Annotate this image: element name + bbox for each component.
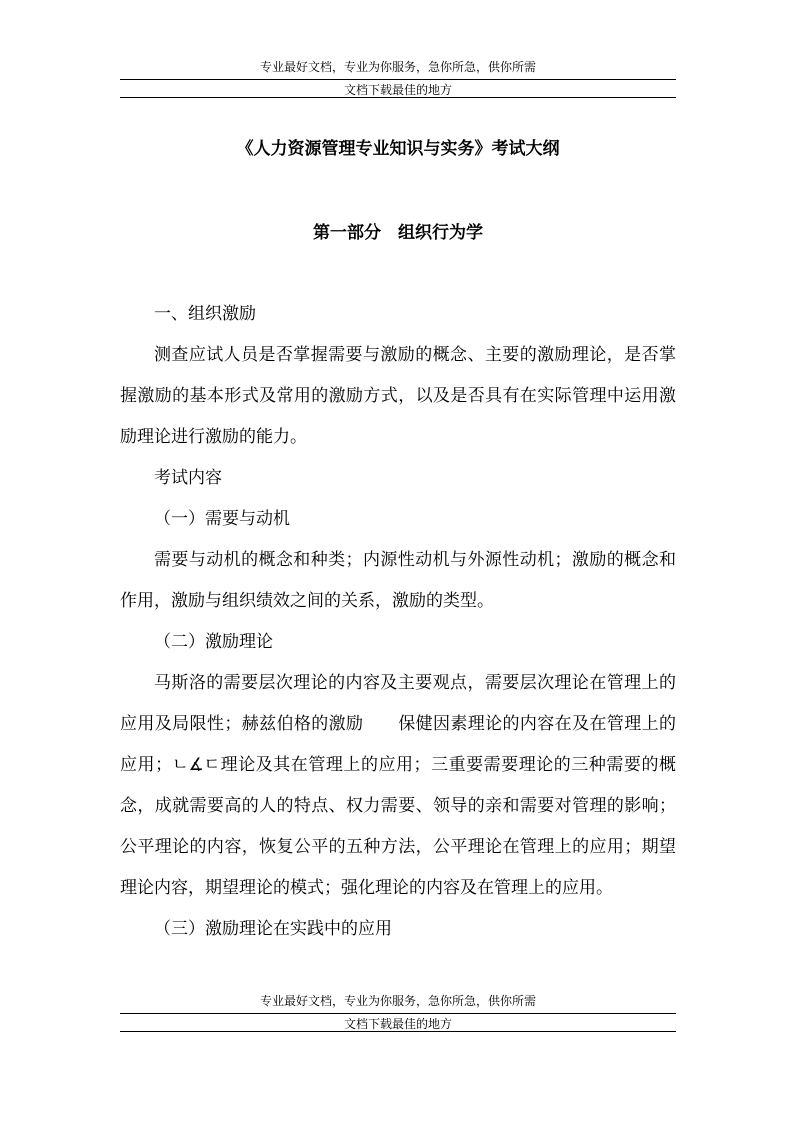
paragraph: 测查应试人员是否掌握需要与激励的概念、主要的激励理论，是否掌握激励的基本形式及常用的激励方式，以及是否具有在实际管理中运用激励理论进行激励的能力。	[120, 345, 676, 447]
document-title: 《人力资源管理专业知识与实务》考试大纲	[236, 139, 560, 159]
paragraph: 马斯洛的需要层次理论的内容及主要观点，需要层次理论在管理上的应用及局限性；赫兹伯格的激励 保健因素理论的内容在及在管理上的应用；ㄴ∡ㄷ理论及其在管理上的应用；三重要需要理论的三种需要的概念，成就需要高的人的特点、权力需要、领导的亲和需要对管理的影响；公平理论的内容，恢复公平的五种方法，公平理论在管理上的应用；期望理论内容，期望理论的模式；强化理论的内容及在管理上的应用。	[120, 673, 676, 898]
paragraph: 需要与动机的概念和种类；内源性动机与外源性动机；激励的概念和作用，激励与组织绩效之间的关系，激励的类型。	[120, 550, 676, 611]
paragraph: 考试内容	[154, 468, 222, 488]
section-heading: 一、组织激励	[154, 304, 256, 324]
subsection-heading: （三）激励理论在实践中的应用	[154, 919, 392, 939]
footer-subline: 文档下载最佳的地方	[343, 1017, 452, 1031]
part-title: 第一部分 组织行为学	[313, 223, 483, 243]
header-rule-bottom	[120, 97, 676, 98]
header-subline: 文档下载最佳的地方	[343, 83, 452, 97]
subsection-heading: （二）激励理论	[154, 632, 273, 652]
header-tagline: 专业最好文档，专业为你服务，急你所急，供你所需	[259, 60, 536, 74]
document-body	[120, 294, 676, 950]
subsection-heading: （一）需要与动机	[154, 509, 290, 529]
footer-rule-bottom	[120, 1031, 676, 1032]
footer-rule-top	[120, 1013, 676, 1014]
header-rule-top	[120, 79, 676, 80]
footer-tagline: 专业最好文档，专业为你服务，急你所急，供你所需	[259, 994, 536, 1008]
